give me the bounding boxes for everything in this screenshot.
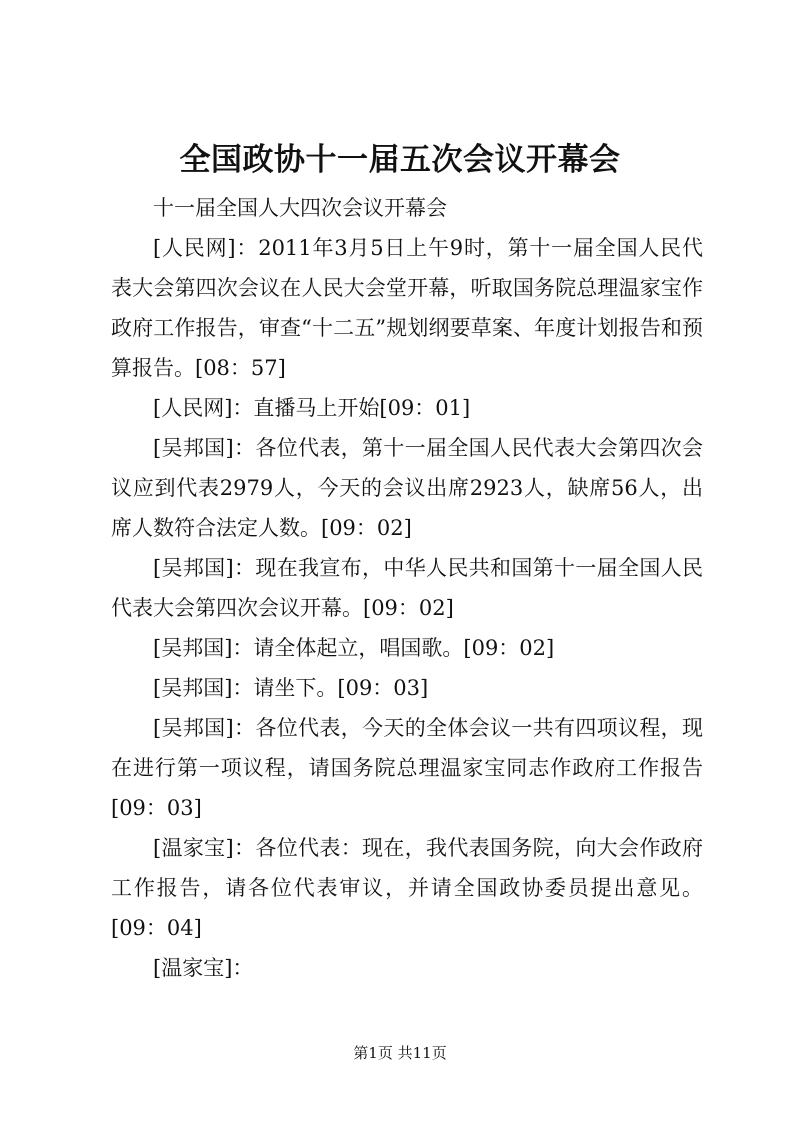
paragraph-opening: [人民网]：2011年3月5日上午9时，第十一届全国人民代表大会第四次会议在人民大会堂开幕，听取国务院总理温家宝作政府工作报告，审查“十二五”规划纲要草案、年度计划报告和预算报告。[08：57]: [111, 236, 703, 380]
page-footer: 第1页 共11页: [353, 1044, 447, 1062]
paragraph-declaration: [吴邦国]：现在我宣布，中华人民共和国第十一届全国人民代表大会第四次会议开幕。[09：02]: [111, 556, 703, 620]
paragraph-subtitle: 十一届全国人大四次会议开幕会: [153, 196, 447, 220]
paragraph-live-start: [人民网]：直播马上开始[09：01]: [153, 396, 471, 420]
paragraph-anthem: [吴邦国]：请全体起立，唱国歌。[09：02]: [153, 636, 555, 660]
document-title: 全国政协十一届五次会议开幕会: [179, 142, 621, 178]
paragraph-report-intro: [温家宝]：各位代表：现在，我代表国务院，向大会作政府工作报告，请各位代表审议，并请全国政协委员提出意见。[09：04]: [111, 836, 703, 940]
paragraph-sit-down: [吴邦国]：请坐下。[09：03]: [153, 676, 429, 700]
paragraph-agenda: [吴邦国]：各位代表，今天的全体会议一共有四项议程，现在进行第一项议程，请国务院总理温家宝同志作政府工作报告[09：03]: [111, 716, 703, 820]
paragraph-attendance: [吴邦国]：各位代表，第十一届全国人民代表大会第四次会议应到代表2979人，今天的会议出席2923人，缺席56人，出席人数符合法定人数。[09：02]: [111, 436, 703, 540]
paragraph-speaker: [温家宝]：: [153, 956, 254, 980]
document-body: [111, 188, 703, 988]
